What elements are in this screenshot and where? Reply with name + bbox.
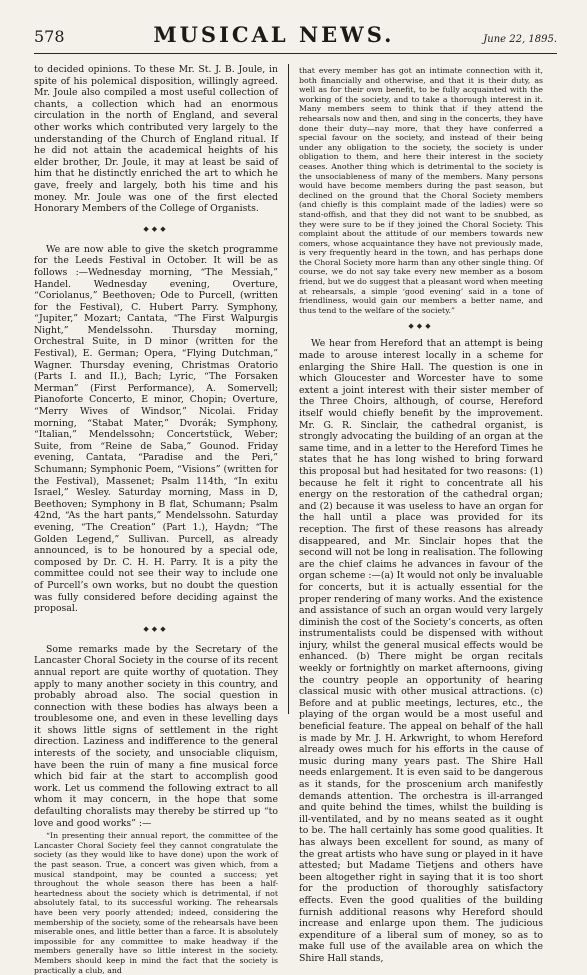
section-ornament: ◆◆◆ [408, 322, 434, 331]
hereford-paragraph: We hear from Hereford that an attempt is being made to arouse interest locally in a scheme for enlarging the Shire Hall. The question is one in which Gloucester and Worcester have to some extent a joint interest with their sister member of the Three Choirs, although, of course, Hereford itself would chiefly benefit by the improvement. Mr. G. R. Sinclair, the cathedral organist, is strongly advocating the building of an organ at the same time, and in a letter to the Hereford Times he states that he has long wished to bring forward this proposal but had hesitated for two reasons: (1) because he felt it right to concentrate all his energy on the restoration of the cathedral organ; and (2) because it was useless to have an organ for the hall until a place was provided for its reception. The first of these reasons has already disappeared, and Mr. Sinclair hopes that the second will not be long in realisation. The following are the chief claims he advances in favour of the organ scheme :—(a) It would not only be invaluable for concerts, but it is actually essential for the proper rendering of many works. And the existence and assistance of such an organ would very largely diminish the cost of the Society’s concerts, as often instrumentalists could be dispensed with without injury, whilst the general musical effects would be enhanced. (b) There might be organ recitals weekly or fortnightly on market afternoons, giving the country people an opportunity of hearing classical music with other musical attractions. (c) Before and at public meetings, lectures, etc., the playing of the organ would be a most useful and beneficial feature. The appeal on behalf of the hall is made by Mr. J. H. Arkwright, to whom Hereford already owes much for his efforts in the cause of music during many years past. The Shire Hall needs enlargement. It is even said to be dangerous as it stands, for the proscenium arch manifestly demands attention. The orchestra is ill-arranged and quite behind the times, whilst the building is ill-ventilated, and by no means seated as it ought to be. The hall certainly has some good qualities. It has always been excellent for sound, as many of the great artists who have sung or played in it have attested; but Madame Tietjens and others have been altogether right in saying that it is too short for the production of thoroughly satisfactory effects. Even the good qualities of the building furnish additional reasons why Hereford should increase and enlarge upon them. The judicious expenditure of a liberal sum of money, so as to make full use of the available area on which the Shire Hall stands, [299, 338, 543, 964]
column-divider [288, 64, 289, 714]
right-column [299, 64, 543, 964]
section-ornament: ◆◆◆ [143, 224, 169, 233]
section-ornament: ◆◆◆ [143, 624, 169, 633]
header-rule [34, 53, 557, 54]
joule-paragraph: to decided opinions. To these Mr. St. J. B. Joule, in spite of his polemical disposition, willingly agreed. Mr. Joule also compiled a most useful collection of chants, a collection which had an enormous circulation in the north of England, and several other works which contributed very largely to the understanding of the Church of England ritual. If he did not attain the academical heights of his elder brother, Dr. Joule, it may at least be said of him that he distinctly enriched the art to which he gave, freely and largely, both his time and his money. Mr. Joule was one of the first elected Honorary Members of the College of Organists. [34, 64, 278, 215]
masthead-title: MUSICAL NEWS. [153, 22, 395, 47]
article-columns [34, 64, 557, 975]
lancaster-quote-continued: that every member has got an intimate connection with it, both financially and otherwise, and that it is their duty, as well as for their own benefit, to be fully acquainted with the working of the society, and to take a thorough interest in it. Many members seem to think that if they attend the rehearsals now and then, and sing in the concerts, they have done their duty—nay more, that they have conferred a special favour on the society, and instead of their being under any obligation to the society, the society is under obligation to them, and here their interest in the society ceases. Another thing which is detrimental to the society is the unsociableness of many of the members. Many persons would have become members during the past season, but declined on the ground that the Choral Society members (and chiefly is this complaint made of the ladies) were so stand-offish, and that they did not want to be snubbed, as they were sure to be if they joined the Choral Society. This complaint about the attitude of our members towards new comers, whose acquaintance they have not previously made, is very frequently heard in the town, and has perhaps done the Choral Society more harm than any other single thing. Of course, we do not say take every new member as a bosom friend, but we do suggest that a pleasant word when meeting at rehearsals, a simple ‘good evening’ said in a tone of friendliness, would gain our members a better name, and thus tend to the welfare of the society.” [299, 66, 543, 315]
issue-date: June 22, 1895. [483, 34, 557, 45]
left-column [34, 64, 278, 975]
lancaster-quote: “In presenting their annual report, the committee of the Lancaster Choral Society feel they cannot congratulate the society (as they would like to have done) upon the work of the past season. True, a concert was given which, from a musical standpoint, may be counted a success; yet throughout the whole season there has been a half-heartedness about the society which is detrimental, if not absolutely fatal, to its successful working. The rehearsals have been very poorly attended; indeed, considering the membership of the society, some of the rehearsals have been miserable ones, and little better than a farce. It is absolutely impossible for any committee to make headway if the members generally have so little interest in the society. Members should keep in mind the fact that the society is practically a club, and [34, 831, 278, 975]
page-header [34, 22, 557, 50]
leeds-festival-paragraph: We are now able to give the sketch programme for the Leeds Festival in October. It will be as follows :—Wednesday morning, “The Messiah,” Handel. Wednesday evening, Overture, “Coriolanus,” Beethoven; Ode to Purcell, (written for the Festival), C. Hubert Parry. Symphony, “Jupiter,” Mozart; Cantata, “The First Walpurgis Night,” Mendelssohn. Thursday morning, Orchestral Suite, in D minor (written for the Festival), E. German; Opera, “Flying Dutchman,” Wagner. Thursday evening, Christmas Oratorio (Parts I. and II.), Bach; Lyric, “The Forsaken Merman” (First Performance), A. Somervell; Pianoforte Concerto, E minor, Chopin; Overture, “Merry Wives of Windsor,” Nicolai. Friday morning, “Stabat Mater,” Dvorák; Symphony, “Italian,” Mendelssohn; Concertstück, Weber; Suite, from “Reine de Saba,” Gounod. Friday evening, Cantata, “Paradise and the Peri,” Schumann; Symphonic Poem, “Visions” (written for the Festival), Massenet; Psalm 114th, “In exitu Israel,” Wesley. Saturday morning, Mass in D, Beethoven; Symphony in B flat, Schumann; Psalm 42nd, “As the hart pants,” Mendelssohn. Saturday evening, “The Creation” (Part 1.), Haydn; “The Golden Legend,” Sullivan. Purcell, as already announced, is to be honoured by a special ode, composed by Dr. C. H. H. Parry. It is a pity the committee could not see their way to include one of Purcell’s own works, but no doubt the question was fully considered before deciding against the proposal. [34, 243, 278, 615]
lancaster-paragraph: Some remarks made by the Secretary of the Lancaster Choral Society in the course of its recent annual report are quite worthy of quotation. They apply to many another society in this country, and probably abroad also. The social question in connection with these bodies has always been a troublesome one, and even in these levelling days it shows little signs of settlement in the right direction. Laziness and indifference to the general interests of the society, and unsociable cliquism, have been the ruin of many a fine musical force which bid fair at the start to accomplish good work. Let us commend the following extract to all whom it may concern, in the hope that some defaulting choralists may thereby be stirred up “to love and good works” :— [34, 643, 278, 829]
page-number: 578 [34, 27, 65, 46]
